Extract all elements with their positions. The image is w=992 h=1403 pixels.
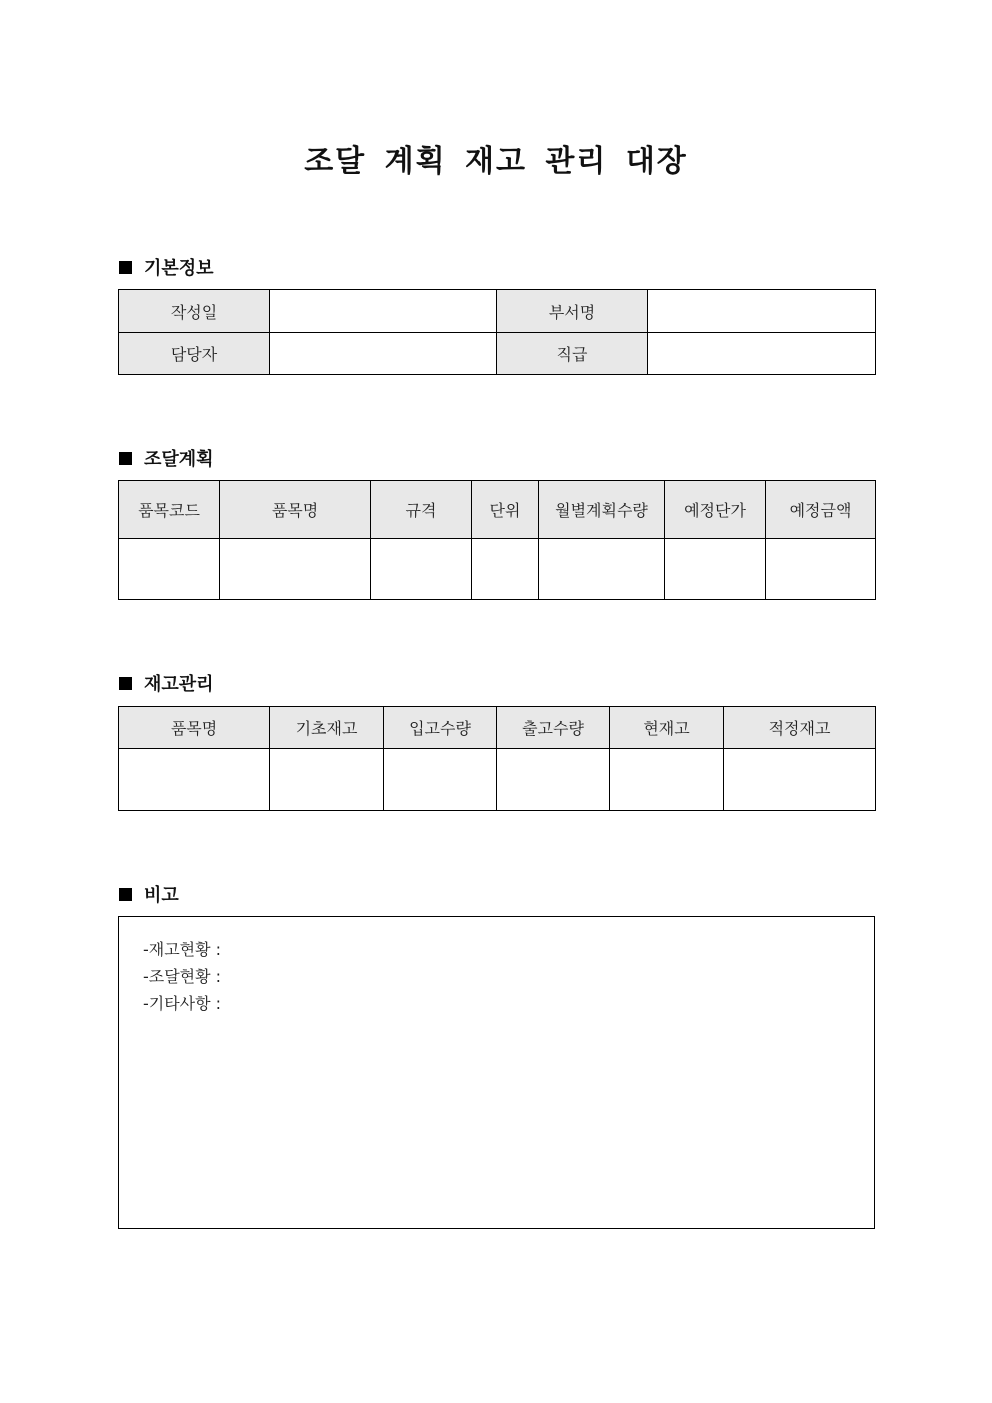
section-heading-inventory xyxy=(119,670,214,696)
section-title: 기본정보 xyxy=(144,258,214,279)
table-cell[interactable] xyxy=(610,749,724,811)
column-header: 출고수량 xyxy=(497,707,610,749)
label-department: 부서명 xyxy=(497,290,648,333)
table-cell[interactable] xyxy=(665,539,766,600)
square-bullet-icon xyxy=(119,452,132,465)
table-row xyxy=(119,539,876,600)
table-cell[interactable] xyxy=(472,539,539,600)
procurement-plan-table xyxy=(118,480,876,600)
column-header: 현재고 xyxy=(610,707,724,749)
table-cell[interactable] xyxy=(497,749,610,811)
column-header: 입고수량 xyxy=(384,707,497,749)
label-created-date: 작성일 xyxy=(119,290,270,333)
table-row xyxy=(119,333,876,375)
created-date-field[interactable] xyxy=(270,290,497,333)
section-title: 조달계획 xyxy=(144,449,214,470)
position-field[interactable] xyxy=(648,333,876,375)
remark-line-procurement-status: -조달현황 : xyxy=(143,967,222,986)
table-cell[interactable] xyxy=(724,749,876,811)
section-title: 재고관리 xyxy=(144,674,214,695)
table-cell[interactable] xyxy=(384,749,497,811)
table-cell[interactable] xyxy=(766,539,876,600)
square-bullet-icon xyxy=(119,261,132,274)
table-row xyxy=(119,290,876,333)
table-cell[interactable] xyxy=(539,539,665,600)
table-header-row xyxy=(119,707,876,749)
table-cell[interactable] xyxy=(371,539,472,600)
column-header: 예정단가 xyxy=(665,481,766,539)
table-cell[interactable] xyxy=(119,539,220,600)
section-heading-procurement-plan xyxy=(119,445,214,471)
label-position: 직급 xyxy=(497,333,648,375)
remark-line-inventory-status: -재고현황 : xyxy=(143,940,222,959)
table-cell[interactable] xyxy=(119,749,270,811)
table-cell[interactable] xyxy=(220,539,371,600)
basic-info-table xyxy=(118,289,876,375)
table-cell[interactable] xyxy=(270,749,384,811)
department-field[interactable] xyxy=(648,290,876,333)
section-heading-basic-info xyxy=(119,254,214,280)
column-header: 품목명 xyxy=(119,707,270,749)
label-manager: 담당자 xyxy=(119,333,270,375)
column-header: 월별계획수량 xyxy=(539,481,665,539)
column-header: 품목명 xyxy=(220,481,371,539)
column-header: 적정재고 xyxy=(724,707,876,749)
inventory-table xyxy=(118,706,876,811)
table-header-row xyxy=(119,481,876,539)
column-header: 규격 xyxy=(371,481,472,539)
table-row xyxy=(119,749,876,811)
column-header: 기초재고 xyxy=(270,707,384,749)
manager-field[interactable] xyxy=(270,333,497,375)
section-heading-remarks xyxy=(119,881,179,907)
remark-line-other-notes: -기타사항 : xyxy=(143,994,222,1013)
document-title: 조달 계획 재고 관리 대장 xyxy=(304,144,688,179)
section-title: 비고 xyxy=(144,885,179,906)
square-bullet-icon xyxy=(119,888,132,901)
column-header: 단위 xyxy=(472,481,539,539)
square-bullet-icon xyxy=(119,677,132,690)
column-header: 품목코드 xyxy=(119,481,220,539)
column-header: 예정금액 xyxy=(766,481,876,539)
remarks-box[interactable] xyxy=(118,916,875,1229)
